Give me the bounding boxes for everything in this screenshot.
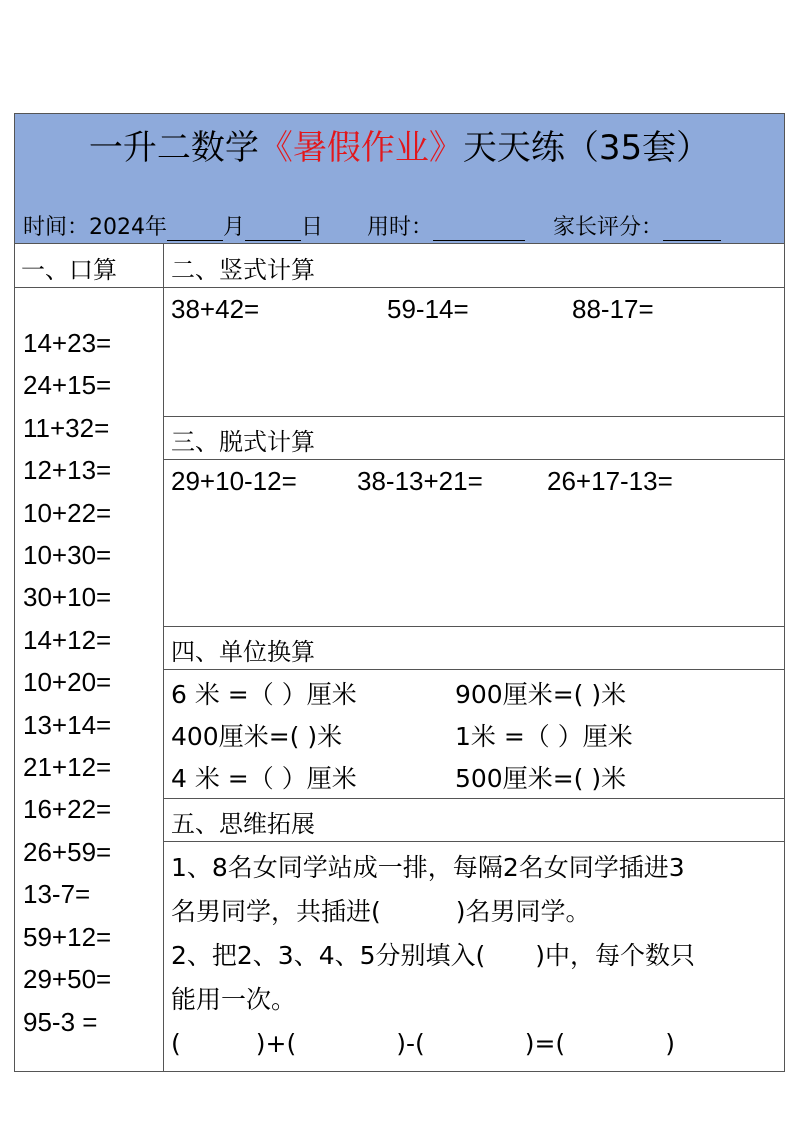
vertical-problem: 88-17= — [572, 294, 654, 324]
title-main: 一升二数学 — [88, 128, 259, 168]
row-divider-3 — [164, 459, 784, 460]
list-item: 12+13= — [23, 455, 112, 486]
score-blank[interactable] — [663, 216, 721, 241]
stepwise-problem: 26+17-13= — [547, 466, 673, 496]
day-label: 日 — [301, 215, 324, 240]
list-item: 14+12= — [23, 624, 112, 655]
title-suffix: 天天练（35套） — [462, 128, 711, 168]
stepwise-problem: 29+10-12= — [171, 466, 297, 496]
list-item: 10+20= — [23, 667, 112, 698]
problem-line: 名男同学，共插进( )名男同学。 — [171, 897, 591, 926]
page-title — [15, 120, 784, 169]
row-divider-5 — [164, 669, 784, 670]
answer-equation: ( )+( )-( )=( ) — [171, 1029, 675, 1058]
row-divider-1 — [15, 287, 784, 288]
list-item: 24+15= — [23, 370, 112, 401]
header-banner — [15, 114, 784, 244]
stepwise-problem: 38-13+21= — [357, 466, 483, 496]
problem-line: 能用一次。 — [171, 985, 297, 1014]
section-thinking: 五、思维拓展 — [171, 810, 315, 838]
list-item: 95-3 = — [23, 1006, 98, 1037]
row-divider-7 — [164, 841, 784, 842]
unit-problem: 6 米 =（ ）厘米 — [171, 680, 357, 709]
section-unit-conversion: 四、单位换算 — [171, 638, 315, 666]
list-item: 16+22= — [23, 794, 112, 825]
list-item: 14+23= — [23, 328, 112, 358]
thinking-problems — [171, 846, 777, 1066]
row-divider-6 — [164, 798, 784, 799]
row-divider-2 — [164, 416, 784, 417]
title-highlight: 《暑假作业》 — [258, 128, 463, 168]
section-mental-math: 一、口算 — [21, 256, 117, 284]
day-blank[interactable] — [245, 216, 301, 241]
list-item: 21+12= — [23, 752, 112, 783]
problem-line: 1、8名女同学站成一排，每隔2名女同学插进3 — [171, 853, 685, 882]
section-vertical-calc: 二、竖式计算 — [171, 256, 315, 284]
vertical-problem: 59-14= — [387, 294, 469, 324]
unit-problem: 1米 =（ ）厘米 — [455, 722, 633, 751]
list-item: 10+22= — [23, 497, 112, 528]
month-label: 月 — [223, 215, 246, 240]
list-item: 13-7= — [23, 879, 91, 910]
unit-problem: 400厘米=( )米 — [171, 722, 343, 751]
column-divider — [163, 244, 164, 1071]
list-item: 13+14= — [23, 709, 112, 740]
duration-label: 用时： — [367, 215, 434, 240]
unit-problem: 500厘米=( )米 — [455, 764, 627, 793]
list-item: 59+12= — [23, 921, 112, 952]
list-item: 30+10= — [23, 582, 112, 613]
problem-line: 2、把2、3、4、5分别填入( )中，每个数只 — [171, 941, 696, 970]
worksheet — [14, 113, 785, 1072]
section-stepwise-calc: 三、脱式计算 — [171, 428, 315, 456]
duration-blank[interactable] — [433, 216, 525, 241]
score-label: 家长评分： — [553, 215, 664, 240]
row-divider-4 — [164, 626, 784, 627]
vertical-problem: 38+42= — [171, 294, 260, 324]
unit-problem: 900厘米=( )米 — [455, 680, 627, 709]
list-item: 26+59= — [23, 836, 112, 867]
date-label: 时间：2024年 — [23, 215, 167, 240]
mental-math-list — [23, 322, 111, 1043]
list-item: 29+50= — [23, 964, 112, 995]
list-item: 10+30= — [23, 540, 112, 571]
list-item: 11+32= — [23, 412, 110, 443]
info-line — [23, 210, 721, 241]
unit-problem: 4 米 =（ ）厘米 — [171, 764, 357, 793]
month-blank[interactable] — [167, 216, 223, 241]
